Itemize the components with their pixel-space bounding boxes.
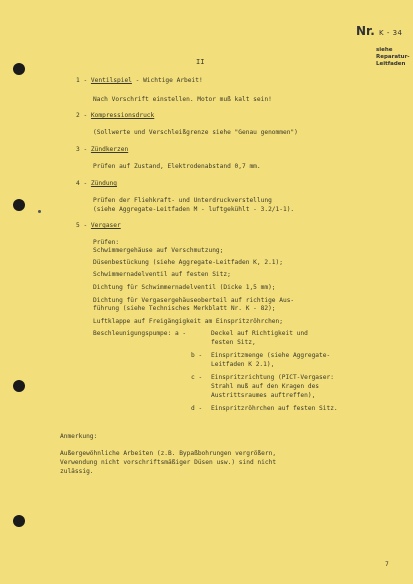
punch-hole: [13, 380, 25, 392]
item-number: 4 -: [76, 180, 88, 187]
item-2-text: (Sollwerte und Verschleißgrenze siehe "Genau genommen"): [93, 129, 298, 136]
pump-item-c: Strahl muß auf den Kragen des: [211, 383, 320, 390]
item-title: Vergaser: [90, 222, 121, 229]
item-3-heading: [76, 145, 128, 154]
item-1-text: Nach Vorschrift einstellen. Motor muß kalt sein!: [93, 96, 272, 103]
page-number: II: [196, 58, 205, 66]
item-title: Zündung: [90, 180, 117, 187]
item-4-heading: [76, 179, 117, 188]
carburetor-check: Düsenbestückung (siehe Aggregate-Leitfaden K, 2.1);: [93, 259, 283, 266]
pump-item-a: Deckel auf Richtigkeit und: [211, 330, 308, 337]
carburetor-check: Luftklappe auf Freigängigkeit am Einspritzröhrchen;: [93, 318, 283, 325]
note-heading: Anmerkung:: [60, 433, 98, 440]
item-number: 2 -: [76, 112, 88, 119]
item-4-text: (siehe Aggregate-Leitfaden M - luftgekühlt - 3.2/1-1).: [93, 206, 295, 213]
item-2-heading: [76, 111, 154, 120]
see-also-line: Leitfaden: [376, 61, 406, 67]
pump-item-b: Leitfaden K 2.1),: [211, 361, 275, 368]
sheet-number: [356, 24, 402, 38]
pump-item-c: Einspritzrichtung (PICT-Vergaser:: [211, 374, 334, 381]
note-text: Verwendung nicht vorschriftsmäßiger Düsen usw.) sind nicht: [60, 459, 277, 466]
pump-item-c-num: c -: [191, 374, 203, 381]
see-also-note: [376, 47, 410, 68]
item-4-text: Prüfen der Fliehkraft- und Unterdruckverstellung: [93, 197, 272, 204]
item-1-heading: [76, 76, 203, 85]
punch-hole: [13, 515, 25, 527]
see-also-line: Reparatur-: [376, 54, 410, 60]
carburetor-check: Dichtung für Schwimmernadelventil (Dicke 1,5 mm);: [93, 284, 276, 291]
carburetor-check: Dichtung für Vergasergehäuseoberteil auf richtige Aus-: [93, 297, 295, 304]
punch-hole: [13, 63, 25, 75]
pump-item-c: Austrittsraumes auftreffen),: [211, 392, 316, 399]
speck: [38, 210, 41, 213]
sheet-number-label: Nr.: [356, 24, 375, 38]
pump-item-b-num: b -: [191, 352, 203, 359]
carburetor-check: führung (siehe Technisches Merkblatt Nr. K - 82);: [93, 305, 276, 312]
item-title: Zündkerzen: [90, 146, 129, 153]
item-number: 1 -: [76, 77, 88, 84]
item-title: Ventilspiel: [90, 77, 132, 84]
item-number: 3 -: [76, 146, 88, 153]
item-5-heading: [76, 221, 121, 230]
pump-item-b: Einspritzmenge (siehe Aggregate-: [211, 352, 331, 359]
carburetor-check: Schwimmernadelventil auf festen Sitz;: [93, 271, 231, 278]
note-text: zulässig.: [60, 468, 94, 475]
pump-item-d: Einspritzröhrchen auf festen Sitz.: [211, 405, 338, 412]
note-text: Außergewöhnliche Arbeiten (z.B. Bypaßbohrungen vergrößern,: [60, 450, 277, 457]
item-title: Kompressionsdruck: [90, 112, 155, 119]
accelerator-pump-label: Beschleunigungspumpe: a -: [93, 330, 187, 337]
item-number: 5 -: [76, 222, 88, 229]
sheet-code: K - 34: [379, 29, 403, 37]
item-suffix: - Wichtige Arbeit!: [131, 77, 203, 84]
see-also-line: siehe: [376, 47, 393, 53]
punch-hole: [13, 199, 25, 211]
item-5-text: Prüfen:: [93, 239, 120, 246]
footer-page-number: 7: [385, 561, 389, 568]
pump-item-d-num: d -: [191, 405, 203, 412]
pump-item-a: festen Sitz,: [211, 339, 256, 346]
item-5-text: Schwimmergehäuse auf Verschmutzung;: [93, 247, 224, 254]
item-3-text: Prüfen auf Zustand, Elektrodenabstand 0,7 mm.: [93, 163, 261, 170]
